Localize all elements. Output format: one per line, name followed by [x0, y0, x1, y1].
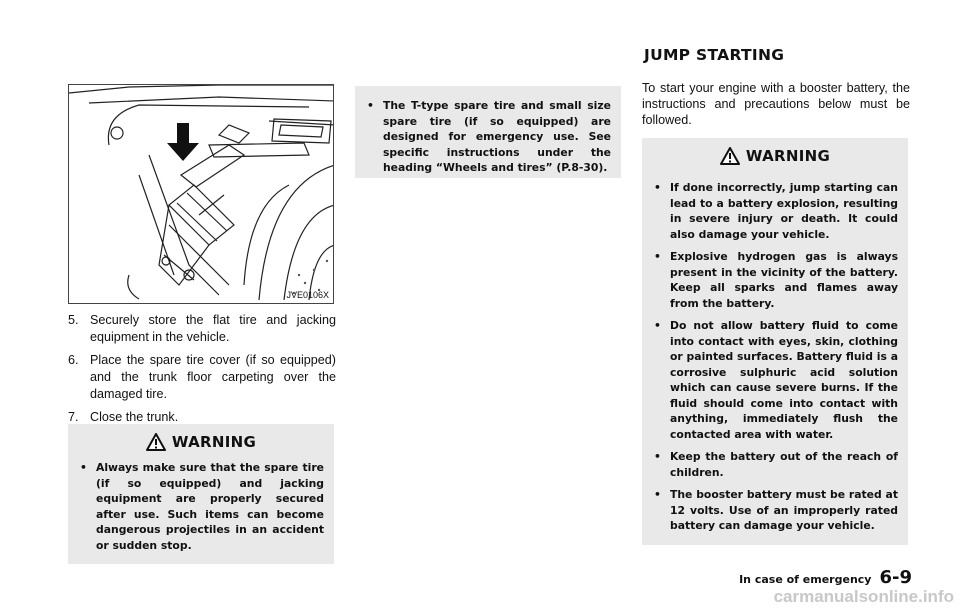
trunk-jack-illustration [69, 85, 334, 304]
warning-text: Keep the battery out of the reach of children. [670, 450, 898, 479]
warning-header [68, 424, 334, 460]
warning-body [642, 174, 908, 545]
step-text: Place the spare tire cover (if so equipped) and the trunk floor carpeting over the damaged tire. [90, 353, 336, 401]
warning-box [642, 138, 908, 536]
list-item [367, 98, 611, 176]
warning-continuation-box [355, 86, 621, 178]
list-item [68, 312, 336, 346]
figure-caption: JVE0106X [286, 290, 329, 300]
list-item [80, 460, 324, 553]
list-item [654, 449, 898, 480]
warning-text: The booster battery must be rated at 12 volts. Use of an improperly rated battery can damage your vehicle. [670, 488, 898, 532]
bullet-dot: • [654, 488, 661, 501]
warning-text: Explosive hydrogen gas is always present in the vicinity of the battery. Keep all sparks and flames away from the battery. [670, 250, 898, 310]
list-item [654, 249, 898, 311]
warning-text: The T-type spare tire and small size spare tire (if so equipped) are designed for emergency use. See specific instructions under the heading “Wheels and tires” (P.8-30). [383, 99, 611, 174]
section-title: JUMP STARTING [644, 46, 785, 64]
warning-label: WARNING [171, 433, 257, 451]
list-item [654, 318, 898, 442]
step-number: 7. [68, 410, 79, 424]
bullet-dot: • [80, 461, 87, 474]
bullet-dot: • [654, 181, 661, 194]
warning-text: Do not allow battery fluid to come into contact with eyes, skin, clothing or painted surfaces. Battery fluid is a corrosive sulphuric acid solution which can cause severe burns. If the fluid should come into contact with anything, immediately flush the contacted area with water. [670, 319, 898, 441]
step-text: Securely store the flat tire and jacking equipment in the vehicle. [90, 313, 336, 344]
step-number: 6. [68, 353, 79, 367]
footer-section-name: In case of emergency [739, 573, 872, 586]
step-list [68, 312, 336, 432]
illustration-figure [68, 84, 334, 304]
watermark: carmanualsonline.info [773, 587, 954, 606]
warning-label: WARNING [745, 147, 831, 165]
warning-header [642, 138, 908, 174]
bullet-dot: • [654, 319, 661, 332]
page-number: 6-9 [879, 567, 912, 588]
page-footer [739, 567, 912, 588]
bullet-dot: • [654, 250, 661, 263]
step-text: Close the trunk. [90, 410, 179, 424]
warning-text: If done incorrectly, jump starting can lead to a battery explosion, resulting in severe injury or death. It could also damage your vehicle. [670, 181, 898, 241]
warning-text: Always make sure that the spare tire (if so equipped) and jacking equipment are properly secured after use. Such items can become dangerous projectiles in an accident or sudden stop. [96, 461, 324, 552]
warning-box [68, 424, 334, 556]
section-intro: To start your engine with a booster battery, the instructions and precautions below must be followed. [642, 81, 910, 127]
list-item [654, 487, 898, 534]
bullet-dot: • [367, 99, 374, 112]
list-item [68, 352, 336, 403]
warning-triangle-icon [146, 433, 166, 451]
warning-triangle-icon [720, 147, 740, 165]
bullet-dot: • [654, 450, 661, 463]
step-number: 5. [68, 313, 79, 327]
list-item [654, 180, 898, 242]
warning-body [68, 460, 334, 564]
